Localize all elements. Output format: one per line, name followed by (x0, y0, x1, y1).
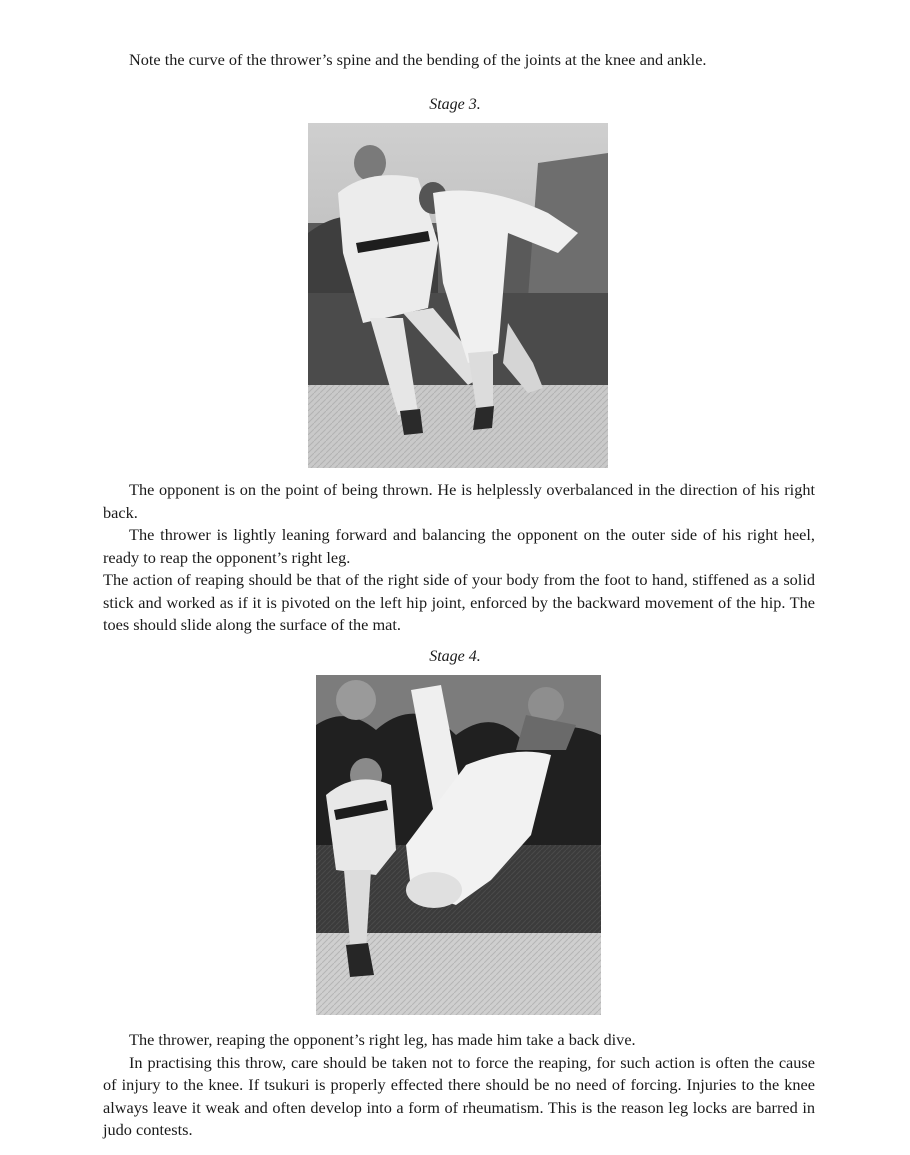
stage-3-text (103, 479, 815, 637)
stage-3-caption: Stage 3. (429, 96, 481, 113)
stage-4-paragraph-1: The thrower, reaping the opponent’s right leg, has made him take a back dive. (129, 1030, 636, 1049)
stage-4-caption: Stage 4. (429, 648, 481, 665)
stage-3-paragraph-2: The thrower is lightly leaning forward and balancing the opponent on the outer side of his right heel, ready to reap the opponent’s right leg. (103, 525, 815, 567)
stage-3-photo (308, 123, 608, 468)
stage-4-paragraph-2: In practising this throw, care should be taken not to force the reaping, for such action is often the cause of injury to the knee. If tsukuri is properly effected there should be no need of forcing. Injuries to the knee always leave it weak and often develop into a form of rheumatism. This is the reason leg locks are barred in judo contests. (103, 1052, 815, 1139)
intro-text: Note the curve of the thrower’s spine and the bending of the joints at the knee and ankle. (129, 50, 707, 69)
stage-3-paragraph-1: The opponent is on the point of being thrown. He is helplessly overbalanced in the direction of his right back. (103, 480, 815, 522)
stage-4-photo (316, 675, 601, 1015)
intro-paragraph (103, 49, 815, 72)
stage-4-text (103, 1029, 815, 1142)
stage-3-paragraph-3: The action of reaping should be that of the right side of your body from the foot to hand, stiffened as a solid stick and worked as if it is pivoted on the left hip joint, enforced by the backward movement of the hip. The toes should slide along the surface of the mat. (103, 570, 815, 634)
